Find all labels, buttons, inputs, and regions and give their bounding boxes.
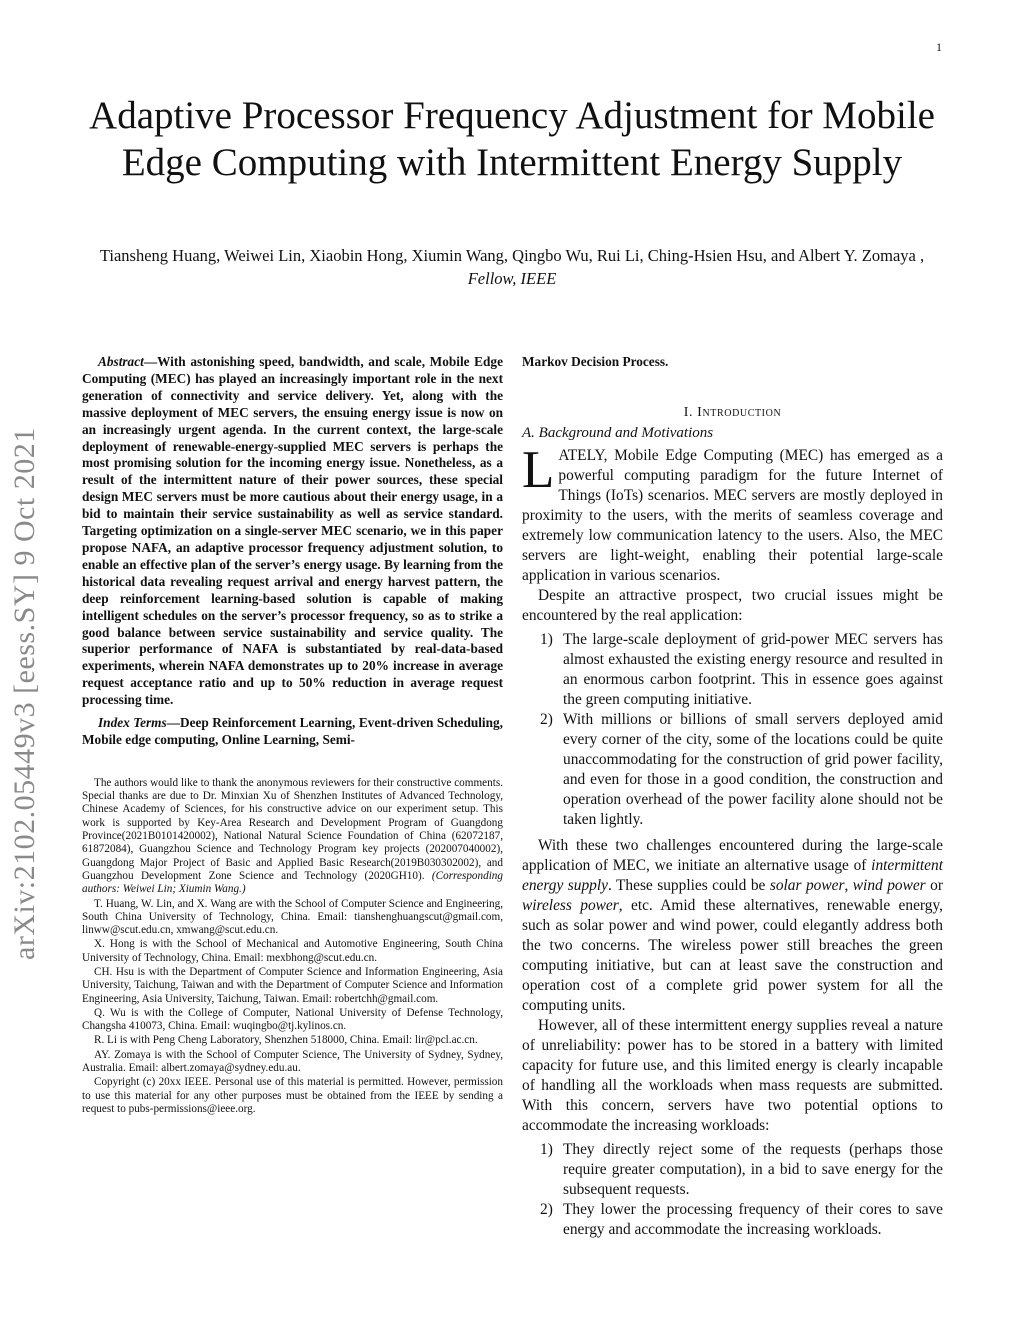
paragraph [522, 836, 943, 1016]
list-item [522, 1140, 943, 1200]
footnote: R. Li is with Peng Cheng Laboratory, Shenzhen 518000, China. Email: lir@pcl.ac.cn. [94, 1034, 478, 1047]
abstract-text: —With astonishing speed, bandwidth, and scale, Mobile Edge Computing (MEC) has played an increasingly important role in the next generation of connectivity and service delivery. Yet, along with the massive deployment of MEC servers, the ensuing energy issue is now on an increasingly urgent agenda. In the current context, the large-scale deployment of renewable-energy-supplied MEC servers is perhaps the most promising solution for the incoming energy issue. Nonetheless, as a result of the intermittent nature of their power sources, these special design MEC servers must be more cautious about their energy usage, in a bid to maintain their service sustainability as well as service standard. Targeting optimization on a single-server MEC scenario, we in this paper propose NAFA, an adaptive processor frequency adjustment solution, to enable an effective plan of the server’s energy usage. By learning from the historical data revealing request arrival and energy harvest pattern, the deep reinforcement learning-based solution is capable of making intelligent schedules on the server’s processor frequency, so as to strike a good balance between service sustainability and service quality. The superior performance of NAFA is substantiated by real-data-based experiments, wherein NAFA demonstrates up to 20% increase in average request acceptance ratio and up to 50% reduction in average request processing time. [82, 354, 503, 708]
index-terms [82, 715, 503, 749]
list-number: 2) [540, 1200, 553, 1218]
index-terms-label: Index Terms [98, 715, 167, 731]
text: . These supplies could be [607, 876, 770, 894]
footnote: X. Hong is with the School of Mechanical and Automotive Engineering, South China University of Technology, China. Email: mexbhong@scut.edu.cn. [82, 938, 503, 964]
left-column [82, 354, 503, 1117]
author-names: Tiansheng Huang, Weiwei Lin, Xiaobin Hong, Xiumin Wang, Qingbo Wu, Rui Li, Ching-Hsien Hsu, and Albert Y. Zomaya , [99, 246, 925, 265]
abstract [82, 354, 503, 709]
list-text: With millions or billions of small servers deployed amid every corner of the city, some of the locations could be quite unaccommodating for the construction of grid power facility, and even for those in a good condition, the construction and operation overhead of the power facility alone should not be taken lightly. [563, 710, 943, 828]
footnote-corresponding: (Corresponding authors: Weiwei Lin; Xiumin Wang.) [82, 869, 503, 896]
footnote-copyright: Copyright (c) 20xx IEEE. Personal use of this material is permitted. However, permission to use this material for any other purposes must be obtained from the IEEE by sending a request to pubs-permissions@ieee.org. [82, 1076, 503, 1115]
intro-paragraph [522, 440, 943, 586]
emphasis: wind power [852, 876, 926, 894]
footnote: AY. Zomaya is with the School of Computer Science, The University of Sydney, Sydney, Australia. Email: albert.zomaya@sydney.edu.au. [82, 1048, 503, 1075]
index-terms-continuation: Markov Decision Process. [522, 354, 669, 369]
index-terms-text: —Deep Reinforcement Learning, Event-driven Scheduling, Mobile edge computing, Online Learning, Semi- [82, 715, 503, 747]
author-list [80, 244, 944, 290]
list-text: They directly reject some of the requests (perhaps those require greater computation), in a bid to save energy for the subsequent requests. [563, 1140, 943, 1198]
text: With these two challenges encountered during the large-scale application of MEC, we initiate an alternative usage of [522, 836, 943, 874]
list-item [522, 630, 943, 710]
issues-list [522, 630, 943, 830]
footnote: Q. Wu is with the College of Computer, National University of Defense Technology, Changsha 410073, China. Email: wuqingbo@tj.kylinos.cn. [82, 1006, 503, 1033]
text: , etc. Amid these alternatives, renewable energy, such as solar power and wind power, could elegantly address both the two concerns. The wireless power still breaches the green computing initiative, but can at least save the construction and operation cost of a complete grid power system for all the computing units. [522, 896, 943, 1014]
text: , [844, 876, 853, 894]
abstract-label: Abstract [98, 354, 144, 369]
subsection-heading: A. Background and Motivations [522, 424, 714, 441]
page-number: 1 [936, 40, 942, 54]
options-list [522, 1140, 943, 1240]
list-text: The large-scale deployment of grid-power MEC servers has almost exhausted the existing energy resource and resulted in an enormous carbon footprint. This in essence goes against the green computing initiative. [563, 630, 943, 708]
list-number: 1) [540, 630, 553, 648]
footnote: CH. Hsu is with the Department of Computer Science and Information Engineering, Asia University, Taichung, Taiwan and with the Department of Computer Science and Information Engineering, Asia University, Taichung, Taiwan. Email: robertchh@gmail.com. [82, 966, 503, 1005]
paper-title: Adaptive Processor Frequency Adjustment for Mobile Edge Computing with Intermittent Energy Supply [89, 94, 935, 184]
footnote-acknowledgement [82, 777, 503, 897]
arxiv-identifier[interactable]: arXiv:2102.05449v3 [eess.SY] 9 Oct 2021 [8, 427, 41, 960]
footnote-text: The authors would like to thank the anonymous reviewers for their constructive comments. Special thanks are due to Dr. Minxian Xu of Shenzhen Institutes of Advanced Technology, Chinese Academy of Sciences, for his constructive advice on our experiment setup. This work is supported by Key-Area Research and Development Program of Guangdong Province(2021B0101420002), National Natural Science Foundation of China (62072187, 61872084), Guangzhou Science and Technology Program key projects (202007040002), Guangdong Major Project of Basic and Applied Basic Research(2019B030302002), and Guangzhou Development Zone Science and Technology (2020GH10). [82, 776, 503, 882]
list-item [522, 1200, 943, 1240]
list-text: They lower the processing frequency of their cores to save energy and accommodate the increasing workloads. [563, 1200, 943, 1238]
emphasis: solar power [769, 876, 845, 894]
right-column [522, 354, 943, 1246]
text: or [925, 876, 943, 894]
list-number: 1) [540, 1140, 553, 1158]
list-item [522, 710, 943, 830]
paragraph-text: ATELY, Mobile Edge Computing (MEC) has emerged as a powerful computing paradigm for the future Internet of Things (IoTs) scenarios. MEC servers are mostly deployed in proximity to the users, with the merits of seamless coverage and extremely low communication latency to the users. Also, the MEC servers are light-weight, enabling their potential large-scale application in various scenarios. [522, 446, 943, 584]
drop-cap: L [522, 440, 555, 499]
footnote: T. Huang, W. Lin, and X. Wang are with the School of Computer Science and Engineering, South China University of Technology, China. Email: tianshenghuangscut@gmail.com, linww@scut.edu.cn, xmwang@scut.edu.cn. [82, 897, 503, 937]
paragraph: Despite an attractive prospect, two crucial issues might be encountered by the real application: [522, 586, 943, 624]
list-number: 2) [540, 710, 553, 728]
emphasis: wireless power [522, 896, 619, 914]
paragraph: However, all of these intermittent energy supplies reveal a nature of unreliability: power has to be stored in a battery with limited capacity for future use, and this limited energy is clearly incapable of handling all the workloads when mass requests are submitted. With this concern, servers have two potential options to accommodate the increasing workloads: [522, 1016, 943, 1134]
footnotes [82, 777, 503, 1116]
section-heading: I. Introduction [683, 404, 782, 420]
author-affiliation: Fellow, IEEE [467, 269, 557, 288]
emphasis: intermittent energy supply [522, 856, 943, 894]
